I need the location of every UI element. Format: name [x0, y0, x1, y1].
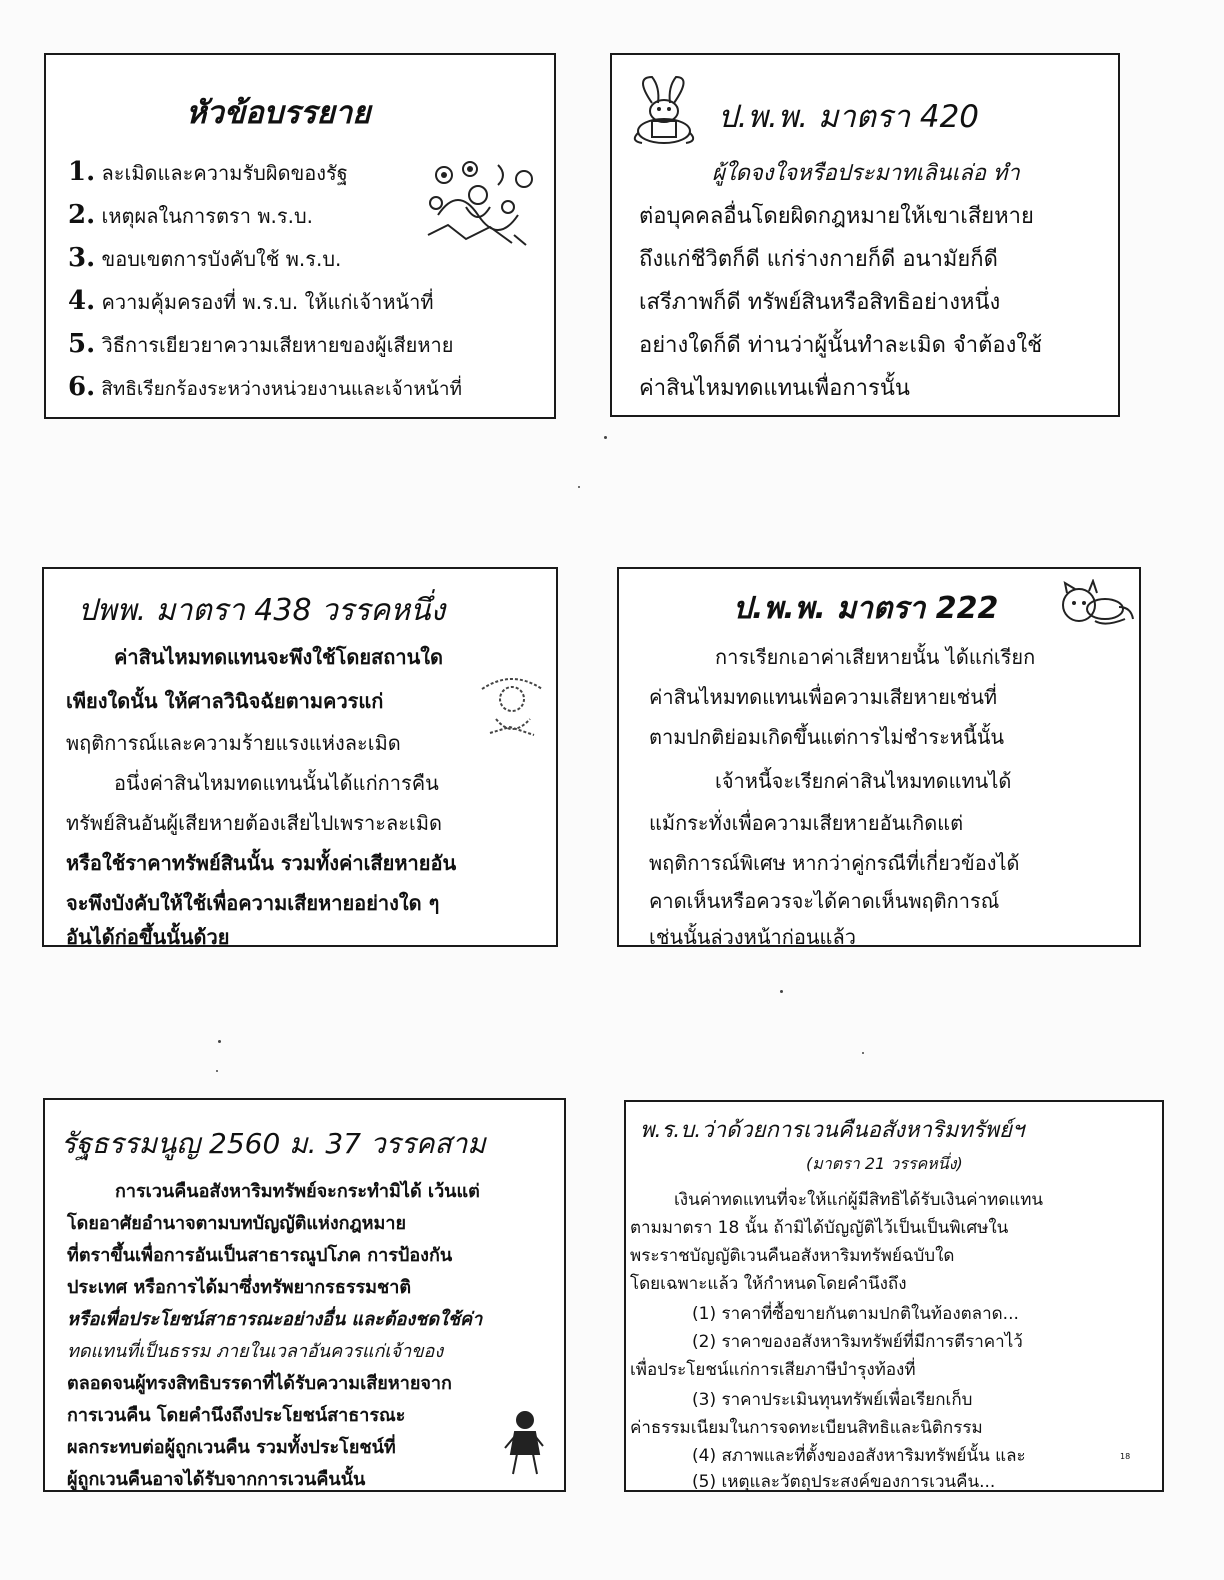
text-line: เพื่อประโยชน์แก่การเสียภาษีบำรุงท้องที่	[630, 1360, 916, 1380]
box-constitution-2560	[43, 1098, 566, 1492]
text-line: ทดแทนที่เป็นธรรม ภายในเวลาอันควรแก่เจ้าของ	[67, 1341, 444, 1362]
box-expropriation-act	[624, 1100, 1164, 1492]
text-line: อย่างใดก็ดี ท่านว่าผู้นั้นทำละเมิด จำต้องใช้	[639, 333, 1043, 358]
rabbit-clipart-icon	[624, 73, 704, 147]
text-line: ตามมาตรา 18 นั้น ถ้ามิได้บัญญัติไว้เป็นเป็นพิเศษใน	[630, 1218, 1009, 1238]
box-lecture-topics	[44, 53, 556, 419]
scan-speck	[216, 1070, 218, 1072]
text-line: เงินค่าทดแทนที่จะให้แก่ผู้มีสิทธิได้รับเงินค่าทดแทน	[674, 1190, 1044, 1210]
text-line: (2) ราคาของอสังหาริมทรัพย์ที่มีการตีราคาไว้	[692, 1332, 1023, 1352]
text-line: เสรีภาพก็ดี ทรัพย์สินหรือสิทธิอย่างหนึ่ง	[639, 290, 1001, 315]
box-title: ปพพ. มาตรา 438 วรรคหนึ่ง	[78, 593, 446, 628]
text-line: ผู้ถูกเวนคืนอาจได้รับจากการเวนคืนนั้น	[67, 1469, 366, 1490]
text-line: หรือเพื่อประโยชน์สาธารณะอย่างอื่น และต้องชดใช้ค่า	[67, 1309, 483, 1330]
list-item: 5. วิธีการเยียวยาความเสียหายของผู้เสียหาย	[68, 329, 454, 359]
text-line: ต่อบุคคลอื่นโดยผิดกฎหมายให้เขาเสียหาย	[639, 204, 1034, 229]
text-line: ถึงแก่ชีวิตก็ดี แก่ร่างกายก็ดี อนามัยก็ดี	[639, 247, 998, 272]
text-line: (1) ราคาที่ซื้อขายกันตามปกติในท้องตลาด...	[692, 1304, 1019, 1324]
people-clipart-icon	[418, 155, 538, 253]
scan-speck	[218, 1040, 221, 1043]
scan-speck	[578, 486, 580, 488]
text-line: โดยเฉพาะแล้ว ให้กำหนดโดยคำนึงถึง	[630, 1274, 907, 1294]
text-line: หรือใช้ราคาทรัพย์สินนั้น รวมทั้งค่าเสียหายอัน	[66, 851, 457, 875]
text-line: จะพึงบังคับให้ใช้เพื่อความเสียหายอย่างใด ๆ	[66, 891, 440, 915]
text-line: (5) เหตุและวัตถุประสงค์ของการเวนคืน...	[692, 1472, 996, 1492]
text-line: พระราชบัญญัติเวนคืนอสังหาริมทรัพย์ฉบับใด	[630, 1246, 955, 1266]
person-clipart-icon	[476, 669, 552, 743]
text-line: ตลอดจนผู้ทรงสิทธิบรรดาที่ได้รับความเสียหายจาก	[67, 1373, 452, 1394]
box-title: หัวข้อบรรยาย	[186, 95, 371, 131]
text-line: ผลกระทบต่อผู้ถูกเวนคืน รวมทั้งประโยชน์ที่	[67, 1437, 396, 1458]
box-civil-code-420	[610, 53, 1120, 417]
list-item: 2. เหตุผลในการตรา พ.ร.บ.	[68, 200, 314, 230]
text-line: ทรัพย์สินอันผู้เสียหายต้องเสียไปเพราะละเมิด	[66, 811, 443, 835]
text-line: ผู้ใดจงใจหรือประมาทเลินเล่อ ทำ	[712, 161, 1020, 186]
text-line: ค่าสินไหมทดแทนเพื่อความเสียหายเช่นที่	[649, 685, 998, 709]
page-number: 18	[1120, 1452, 1131, 1461]
list-item: 6. สิทธิเรียกร้องระหว่างหน่วยงานและเจ้าหน้าที่	[68, 372, 463, 402]
cat-clipart-icon	[1055, 579, 1137, 631]
text-line: การเวนคืนอสังหาริมทรัพย์จะกระทำมิได้ เว้นแต่	[115, 1181, 480, 1202]
box-title: รัฐธรรมนูญ 2560 ม. 37 วรรคสาม	[61, 1127, 486, 1160]
text-line: อันได้ก่อขึ้นนั้นด้วย	[66, 925, 230, 949]
box-subtitle: (มาตรา 21 วรรคหนึ่ง)	[806, 1154, 963, 1173]
boy-clipart-icon	[501, 1410, 547, 1480]
list-item: 3. ขอบเขตการบังคับใช้ พ.ร.บ.	[68, 243, 342, 273]
scan-speck	[604, 436, 607, 439]
text-line: เพียงใดนั้น ให้ศาลวินิจฉัยตามควรแก่	[66, 689, 384, 713]
list-item: 1. ละเมิดและความรับผิดของรัฐ	[68, 157, 348, 187]
text-line: เจ้าหนี้จะเรียกค่าสินไหมทดแทนได้	[715, 769, 1012, 793]
text-line: การเรียกเอาค่าเสียหายนั้น ได้แก่เรียก	[715, 645, 1036, 669]
text-line: ตามปกติย่อมเกิดขึ้นแต่การไม่ชำระหนี้นั้น	[649, 725, 1005, 749]
box-civil-code-438	[42, 567, 558, 947]
text-line: ประเทศ หรือการได้มาซึ่งทรัพยากรธรรมชาติ	[67, 1277, 412, 1298]
scan-speck	[862, 1052, 864, 1054]
text-line: เช่นนั้นล่วงหน้าก่อนแล้ว	[649, 925, 856, 949]
text-line: ค่าสินไหมทดแทนจะพึงใช้โดยสถานใด	[114, 645, 444, 669]
text-line: พฤติการณ์พิเศษ หากว่าคู่กรณีที่เกี่ยวข้องได้	[649, 851, 1020, 875]
text-line: (4) สภาพและที่ตั้งของอสังหาริมทรัพย์นั้น และ	[692, 1446, 1026, 1466]
text-line: พฤติการณ์และความร้ายแรงแห่งละเมิด	[66, 731, 401, 755]
box-title: ป.พ.พ. มาตรา 420	[718, 99, 980, 135]
box-title: พ.ร.บ.ว่าด้วยการเวนคืนอสังหาริมทรัพย์ฯ	[640, 1118, 1025, 1143]
text-line: อนึ่งค่าสินไหมทดแทนนั้นได้แก่การคืน	[114, 771, 439, 795]
text-line: โดยอาศัยอำนาจตามบทบัญญัติแห่งกฎหมาย	[67, 1213, 407, 1234]
text-line: แม้กระทั่งเพื่อความเสียหายอันเกิดแต่	[649, 811, 964, 835]
text-line: ที่ตราขึ้นเพื่อการอันเป็นสาธารณูปโภค การป้องกัน	[67, 1245, 453, 1266]
text-line: ค่าสินไหมทดแทนเพื่อการนั้น	[639, 376, 910, 401]
list-item: 4. ความคุ้มครองที่ พ.ร.บ. ให้แก่เจ้าหน้าที่	[68, 286, 434, 316]
text-line: การเวนคืน โดยคำนึงถึงประโยชน์สาธารณะ	[67, 1405, 406, 1426]
box-civil-code-222	[617, 567, 1141, 947]
text-line: คาดเห็นหรือควรจะได้คาดเห็นพฤติการณ์	[649, 889, 1000, 913]
scan-speck	[780, 990, 783, 993]
text-line: ค่าธรรมเนียมในการจดทะเบียนสิทธิและนิติกรรม	[630, 1418, 983, 1438]
box-title: ป.พ.พ. มาตรา 222	[733, 591, 999, 626]
text-line: (3) ราคาประเมินทุนทรัพย์เพื่อเรียกเก็บ	[692, 1390, 973, 1410]
